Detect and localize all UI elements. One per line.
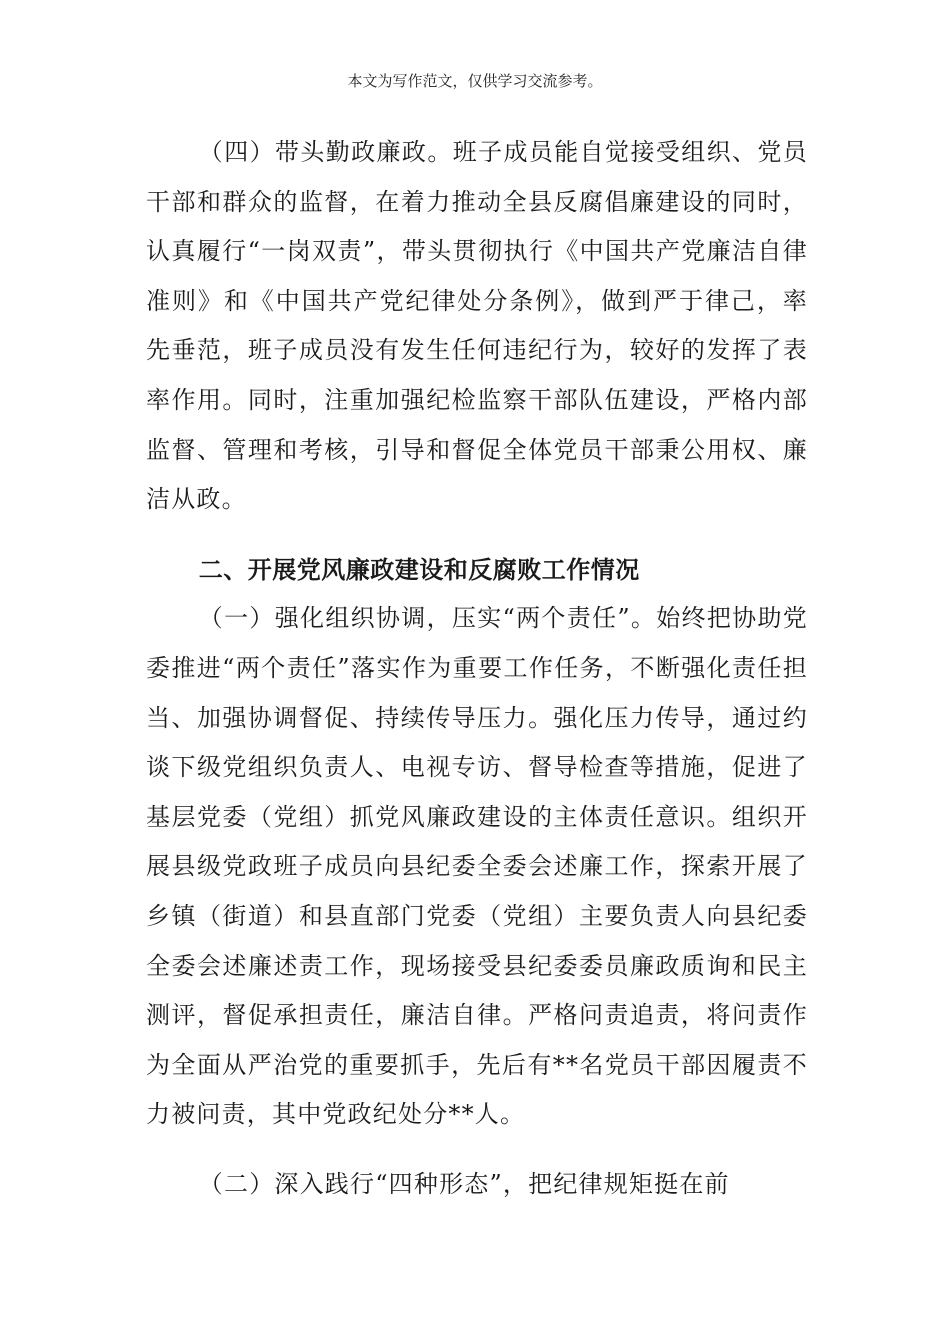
paragraph-organization-coordination: （一）强化组织协调，压实“两个责任”。始终把协助党委推进“两个责任”落实作为重要工作任务，不断强化责任担当、加强协调督促、持续传导压力。强化压力传导，通过约谈下级党组织负责人、电视专访、督导检查等措施，促进了基层党委（党组）抓党风廉政建设的主体责任意识。组织开展县级党政班子成员向县纪委全委会述廉工作，探索开展了乡镇（街道）和县直部门党委（党组）主要负责人向县纪委全委会述廉述责工作，现场接受县纪委委员廉政质询和民主测评，督促承担责任，廉洁自律。严格问责追责，将问责作为全面从严治党的重要抓手，先后有**名党员干部因履责不力被问责，其中党政纪处分**人。 [146, 604, 808, 1129]
page-header-note: 本文为写作范文，仅供学习交流参考。 [347, 72, 603, 90]
paragraph-leading-by-example: （四）带头勤政廉政。班子成员能自觉接受组织、党员干部和群众的监督，在着力推动全县反腐倡廉建设的同时，认真履行“一岗双责”，带头贯彻执行《中国共产党廉洁自律准则》和《中国共产党纪律处分条例》，做到严于律己，率先垂范，班子成员没有发生任何违纪行为，较好的发挥了表率作用。同时，注重加强纪检监察干部队伍建设，严格内部监督、管理和考核，引导和督促全体党员干部秉公用权、廉洁从政。 [146, 138, 808, 514]
paragraph-four-forms: （二）深入践行“四种形态”，把纪律规矩挺在前 [198, 1169, 730, 1198]
document-body [146, 128, 808, 1209]
section-heading-2: 二、开展党风廉政建设和反腐败工作情况 [198, 554, 640, 584]
